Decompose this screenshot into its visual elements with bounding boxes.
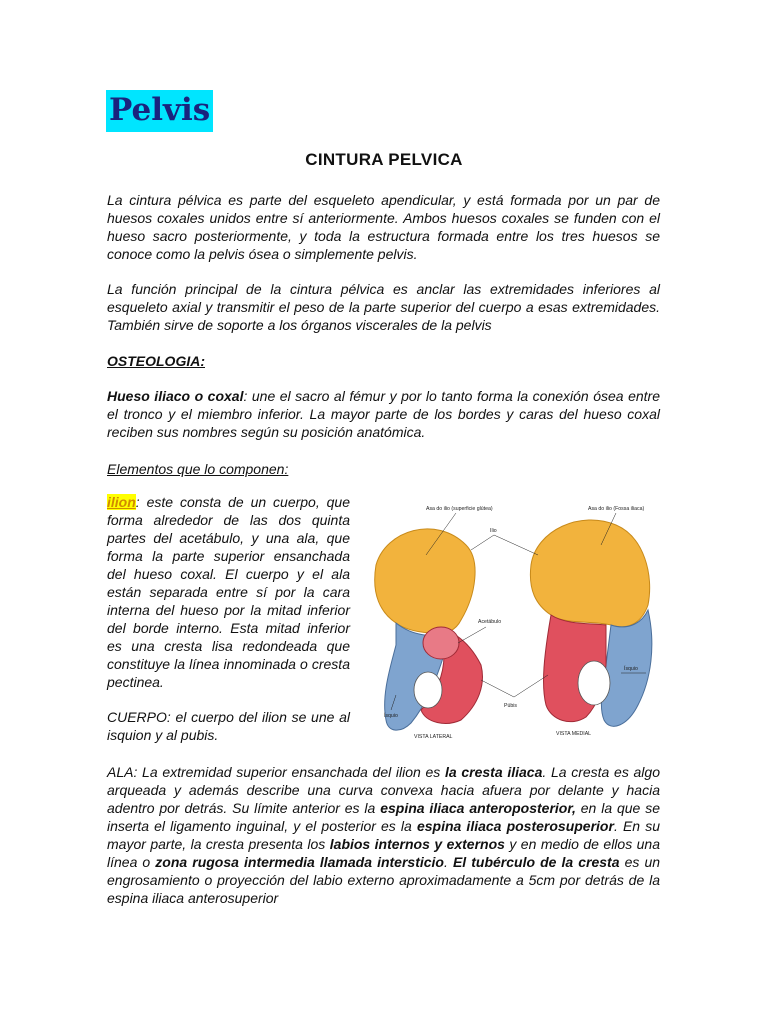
ala-text-4: . En su mayor parte, la cresta presenta los (107, 818, 660, 852)
term-espina-anteroposterior: espina iliaca anteroposterior, (380, 800, 576, 816)
paragraph-ilion (107, 493, 350, 691)
ala-text-2: . La cresta es algo arqueada y además describe una curva convexa hacia afuera por delante y hacia adentro por detrás. Su límite anterior es la (107, 764, 660, 816)
label-asa-fossa: Asa do ilio (Fossa iliaca) (588, 506, 645, 512)
hueso-iliaco-text: : une el sacro al fémur y por lo tanto forma la conexión ósea entre el tronco y el miembro inferior. La mayor parte de los bordes y caras del hueso coxal reciben sus nombres según su posición anatómica. (107, 388, 660, 440)
term-ilion: ilion (107, 494, 136, 510)
ilion-text: : este consta de un cuerpo, que forma alrededor de las dos quinta partes del acetábulo, y una ala, que forma la parte superior ensanchada del hueso coxal. El cuerpo y el ala están separada entre sí por la cara interna del hueso por la mitad inferior del borde interno. Esta mitad inferior es una cresta lisa redondeada que constituye la línea innominada o cresta pectinea. (107, 494, 350, 690)
osteologia-heading: OSTEOLOGIA: (107, 353, 205, 369)
label-ilio: Ilio (490, 528, 497, 534)
term-hueso-iliaco: Hueso iliaco o coxal (107, 388, 244, 404)
label-acetabulo: Acetábulo (478, 619, 502, 625)
paragraph-intro: La cintura pélvica es parte del esqueleto apendicular, y está formada por un par de huesos coxales unidos entre sí anteriormente. Ambos huesos coxales se funden con el hueso sacro posteriormente, y toda la estructura formada entre los tres huesos se conoce como la pelvis ósea o simplemente pelvis. (107, 192, 660, 262)
term-espina-posterosuperior: espina iliaca posterosuperior (416, 818, 614, 834)
page-title: Pelvis (106, 90, 213, 132)
ala-text-5: y en medio de ellos una línea o (107, 836, 661, 870)
pelvis-bone-figure (366, 495, 660, 747)
term-zona-rugosa: zona rugosa intermedia llamada intersticio (155, 854, 444, 870)
paragraph-function: La función principal de la cintura pélvica es anclar las extremidades inferiores al esqueleto axial y transmitir el peso de la parte superior del cuerpo a esas extremidades. También sirve de soporte a los órganos viscerales de la pelvis (107, 281, 660, 333)
term-labios: labios internos y externos (329, 836, 505, 852)
hip-bone-illustration (366, 495, 660, 747)
paragraph-cuerpo: CUERPO: el cuerpo del ilion se une al isquion y al pubis. (107, 709, 350, 743)
label-isquio-right: Ísquio (624, 666, 638, 672)
label-vista-medial: VISTA MEDIAL (556, 731, 592, 737)
ala-text-3: en la que se inserta el ligamento inguinal, y el posterior es la (107, 800, 660, 834)
elementos-subheading: Elementos que lo componen: (107, 461, 289, 477)
ala-text-1: ALA: La extremidad superior ensanchada del ilion es (107, 764, 445, 780)
ala-text-7: es un engrosamiento o proyección del labio externo aproximadamente a 5cm por detrás de la espina iliaca anterosuperior (107, 854, 661, 906)
term-cresta-iliaca: la cresta iliaca (445, 764, 543, 780)
term-tuberculo: El tubérculo de la cresta (452, 854, 620, 870)
section-heading: CINTURA PELVICA (305, 150, 463, 169)
label-asa-glutea: Asa do ilio (superficie glútea) (426, 506, 493, 512)
label-pubis: Púbis (504, 703, 517, 709)
ala-text-6: . (443, 854, 453, 870)
label-isquio-left: Ísquio (384, 713, 398, 719)
label-vista-lateral: VISTA LATERAL (414, 734, 453, 740)
paragraph-ala (107, 763, 660, 907)
paragraph-hueso-iliaco (107, 387, 660, 441)
